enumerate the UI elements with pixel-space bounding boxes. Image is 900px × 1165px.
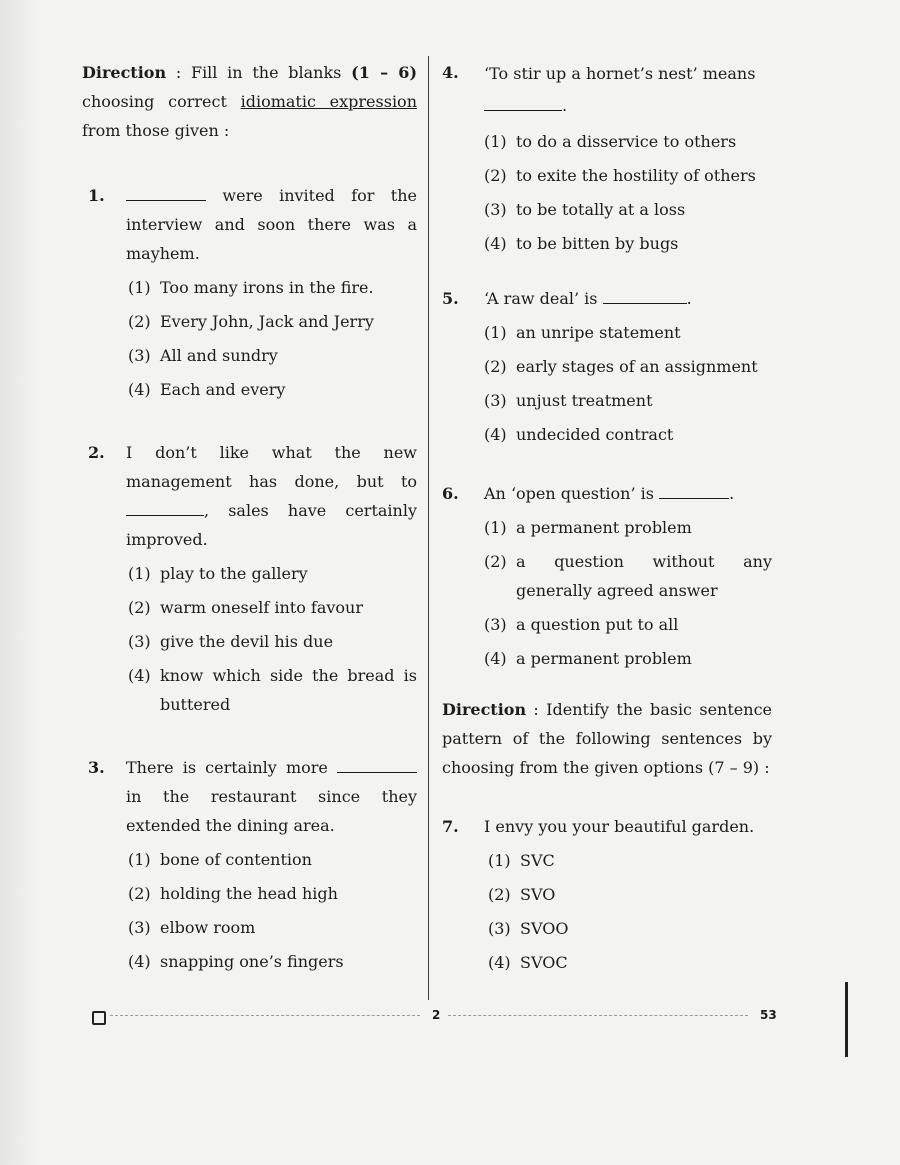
option-number: (2) — [488, 885, 511, 904]
question-number: 5. — [442, 289, 459, 308]
question-5 — [442, 284, 772, 449]
question-stem — [126, 438, 417, 554]
question-number: 3. — [88, 758, 105, 777]
option-text: SVOC — [520, 953, 568, 972]
stem-text: ‘To stir up a hornet’s nest’ means — [484, 64, 756, 83]
option — [128, 845, 417, 874]
option-number: (1) — [484, 323, 507, 342]
option-number: (2) — [128, 312, 151, 331]
stem-text: , sales have certainly improved. — [126, 501, 417, 549]
direction-text: : Identify the basic sentence pattern of the following sentences by choosing from the given options (7 – 9) : — [442, 700, 772, 777]
option-text: unjust treatment — [516, 391, 653, 410]
option-text: elbow room — [160, 918, 256, 937]
footer-dashed-line — [110, 1015, 420, 1016]
option-number: (1) — [484, 518, 507, 537]
options-list — [128, 845, 417, 976]
question-7 — [442, 812, 772, 977]
option-number: (1) — [484, 132, 507, 151]
stem-text: ‘A raw deal’ is — [484, 289, 603, 308]
option-number: (3) — [484, 391, 507, 410]
option-number: (4) — [484, 649, 507, 668]
direction-range: (1 – 6) — [351, 63, 418, 82]
option-text: bone of contention — [160, 850, 312, 869]
option-text: snapping one’s fingers — [160, 952, 344, 971]
option — [488, 846, 772, 875]
option — [128, 661, 417, 719]
option — [484, 547, 772, 605]
option — [484, 161, 772, 190]
paper-code: 53 — [760, 1008, 777, 1022]
question-4 — [442, 58, 772, 258]
option-text: Too many irons in the fire. — [160, 278, 374, 297]
answer-blank — [126, 501, 204, 516]
stem-text: were invited for the interview and soon there was a mayhem. — [126, 186, 417, 263]
direction-fill-blanks — [82, 58, 417, 145]
option-text: SVO — [520, 885, 556, 904]
option — [128, 593, 417, 622]
stem-text: There is certainly more — [126, 758, 337, 777]
option — [484, 195, 772, 224]
footer-dashed-line — [448, 1015, 748, 1016]
question-stem — [126, 753, 417, 840]
option — [484, 513, 772, 542]
options-list — [128, 273, 417, 404]
question-stem — [484, 58, 772, 122]
question-3 — [82, 753, 417, 976]
option — [128, 375, 417, 404]
question-stem — [484, 479, 772, 508]
option-text: know which side the bread is buttered — [160, 666, 417, 714]
option — [484, 610, 772, 639]
direction-sentence-pattern — [442, 695, 772, 782]
option-number: (4) — [128, 952, 151, 971]
stem-text: I don’t like what the new management has done, but to — [126, 443, 417, 491]
page-number: 2 — [432, 1008, 441, 1022]
question-number: 7. — [442, 817, 459, 836]
option — [484, 420, 772, 449]
question-number: 6. — [442, 484, 459, 503]
option-text: an unripe statement — [516, 323, 681, 342]
option-number: (2) — [128, 884, 151, 903]
question-stem — [126, 181, 417, 268]
option — [484, 644, 772, 673]
option-number: (1) — [128, 278, 151, 297]
stem-text: An ‘open question’ is — [484, 484, 660, 503]
options-list — [488, 846, 772, 977]
option — [128, 559, 417, 588]
options-list — [484, 127, 772, 258]
option-text: SVC — [520, 851, 555, 870]
option-text: to do a disservice to others — [516, 132, 737, 151]
stem-text: I envy you your beautiful garden. — [484, 817, 755, 836]
option — [128, 341, 417, 370]
option-number: (4) — [484, 425, 507, 444]
option-text: a permanent problem — [516, 649, 692, 668]
option-number: (3) — [128, 632, 151, 651]
option-number: (3) — [488, 919, 511, 938]
answer-blank — [126, 186, 206, 201]
option-text: All and sundry — [160, 346, 278, 365]
option — [128, 627, 417, 656]
question-1 — [82, 181, 417, 404]
right-column — [442, 58, 772, 977]
option-text: undecided contract — [516, 425, 674, 444]
option-text: SVOO — [520, 919, 569, 938]
option-number: (4) — [128, 666, 151, 685]
answer-blank — [484, 96, 562, 111]
options-list — [128, 559, 417, 719]
question-number: 4. — [442, 63, 459, 82]
option-text: play to the gallery — [160, 564, 308, 583]
direction-label: Direction — [442, 700, 527, 719]
option-text: to exite the hostility of others — [516, 166, 756, 185]
option-text: a question without any generally agreed answer — [516, 552, 772, 600]
question-stem — [484, 812, 772, 841]
left-column — [82, 58, 417, 976]
option — [484, 127, 772, 156]
option-number: (4) — [128, 380, 151, 399]
option — [484, 352, 772, 381]
option-number: (2) — [484, 166, 507, 185]
option-text: early stages of an assignment — [516, 357, 758, 376]
option — [488, 880, 772, 909]
option-text: a question put to all — [516, 615, 679, 634]
option-text: warm oneself into favour — [160, 598, 364, 617]
option — [488, 914, 772, 943]
direction-text: from those given : — [82, 121, 230, 140]
question-6 — [442, 479, 772, 673]
option-number: (2) — [484, 357, 507, 376]
direction-underlined: idiomatic expression — [240, 92, 417, 111]
stem-text: . — [729, 484, 735, 503]
column-divider — [428, 56, 429, 1000]
question-number: 1. — [88, 186, 105, 205]
option — [128, 913, 417, 942]
answer-blank — [603, 289, 687, 304]
options-list — [484, 513, 772, 673]
option — [128, 273, 417, 302]
option — [128, 879, 417, 908]
option — [484, 229, 772, 258]
registration-square-icon — [92, 1011, 106, 1025]
direction-label: Direction — [82, 63, 167, 82]
option-text: holding the head high — [160, 884, 338, 903]
option-number: (3) — [128, 918, 151, 937]
option-text: to be bitten by bugs — [516, 234, 679, 253]
option-text: a permanent problem — [516, 518, 692, 537]
margin-mark — [845, 982, 848, 1057]
option-number: (4) — [488, 953, 511, 972]
option-text: Every John, Jack and Jerry — [160, 312, 374, 331]
answer-blank — [659, 484, 729, 499]
option-number: (4) — [484, 234, 507, 253]
stem-text: . — [686, 289, 692, 308]
option-number: (1) — [488, 851, 511, 870]
stem-text: . — [562, 96, 568, 115]
direction-text: choosing correct — [82, 92, 241, 111]
stem-text: in the restaurant since they extended the dining area. — [126, 787, 417, 835]
option-number: (3) — [484, 615, 507, 634]
answer-blank — [337, 758, 417, 773]
option-number: (1) — [128, 850, 151, 869]
option-text: to be totally at a loss — [516, 200, 686, 219]
option-number: (2) — [128, 598, 151, 617]
option — [128, 947, 417, 976]
option-number: (3) — [128, 346, 151, 365]
question-stem — [484, 284, 772, 313]
option — [128, 307, 417, 336]
option-text: Each and every — [160, 380, 286, 399]
option-number: (1) — [128, 564, 151, 583]
options-list — [484, 318, 772, 449]
question-number: 2. — [88, 443, 105, 462]
question-2 — [82, 438, 417, 719]
option-number: (3) — [484, 200, 507, 219]
direction-text: : Fill in the blanks — [166, 63, 352, 82]
option-number: (2) — [484, 552, 507, 571]
option — [484, 386, 772, 415]
scan-edge-shadow — [0, 0, 40, 1165]
option — [488, 948, 772, 977]
option — [484, 318, 772, 347]
option-text: give the devil his due — [160, 632, 334, 651]
